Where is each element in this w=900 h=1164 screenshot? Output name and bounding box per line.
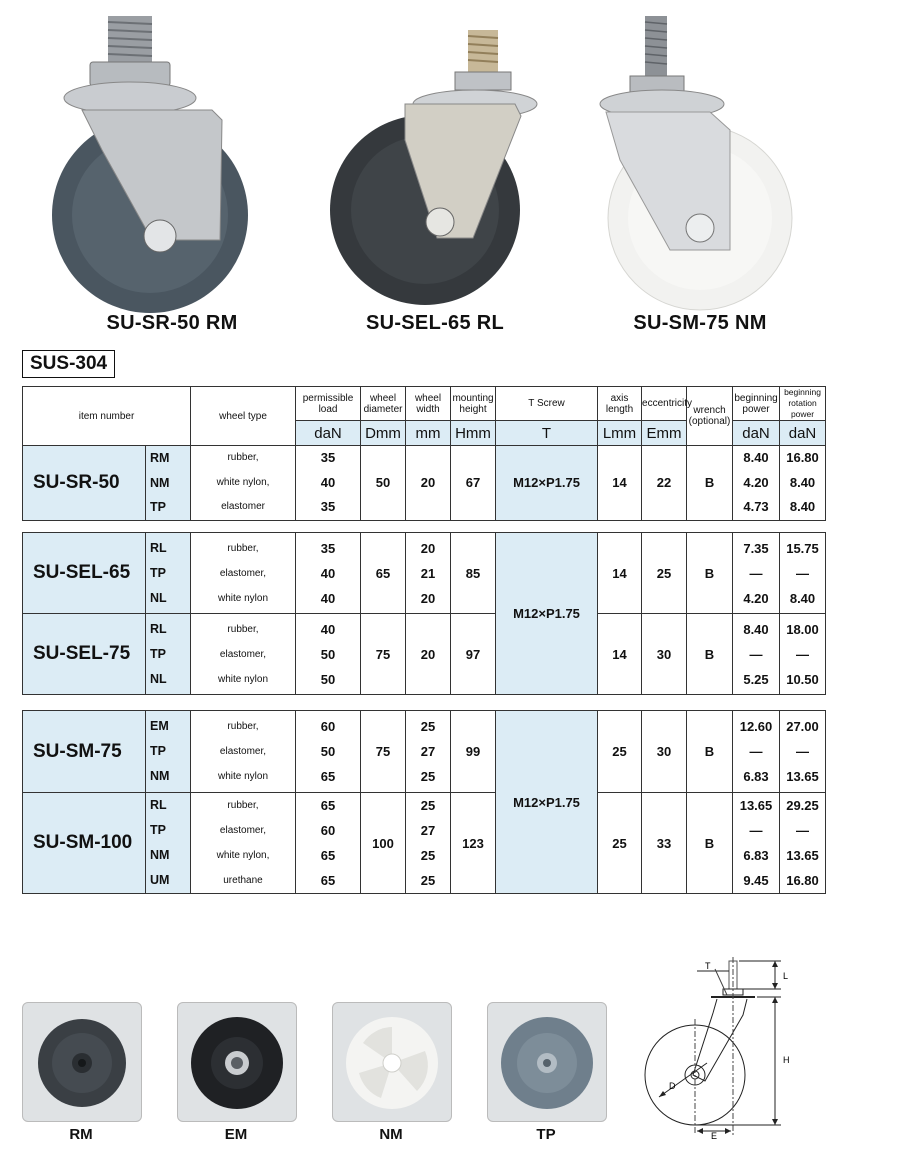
model-name: SU-SEL-75 xyxy=(23,614,146,695)
thumbnail-em xyxy=(177,1002,297,1122)
dim-h-label: H xyxy=(783,1055,790,1065)
product-caption: SU-SEL-65 RL xyxy=(365,312,505,334)
diameter-value: 50 xyxy=(361,446,406,521)
header-eccentricity: eccentricity xyxy=(642,387,687,421)
unit-load: daN xyxy=(296,421,361,446)
product-caption: SU-SR-50 RM xyxy=(106,312,238,334)
wheel-type: white nylon xyxy=(217,673,269,685)
load-value: 40 xyxy=(320,474,336,490)
white-nylon-wheel-icon xyxy=(333,1003,451,1121)
diameter-value: 100 xyxy=(361,793,406,894)
width-value: 20 xyxy=(406,614,451,695)
thumbnail-tp xyxy=(487,1002,607,1122)
thumbnail-nm xyxy=(332,1002,452,1122)
spec-table-su-sm xyxy=(22,710,826,894)
width-value: 25 xyxy=(420,848,436,863)
bpower-value: 12.60 xyxy=(739,719,773,734)
bpower-value: — xyxy=(749,565,763,581)
wrench-value: B xyxy=(687,614,733,695)
wheel-type: urethane xyxy=(223,875,263,886)
wheel-type: rubber, xyxy=(227,721,259,732)
axis-value: 14 xyxy=(598,614,642,695)
header-diameter: wheel diameter xyxy=(361,387,406,421)
bpower-value: 13.65 xyxy=(739,798,773,813)
load-value: 40 xyxy=(320,621,336,637)
wheel-code: UM xyxy=(150,873,170,887)
header-height: mounting height xyxy=(451,387,496,421)
load-value: 35 xyxy=(320,540,336,556)
load-value: 35 xyxy=(320,499,336,514)
bpower-value: 8.40 xyxy=(743,450,769,465)
bpower-value: 6.83 xyxy=(743,848,769,863)
header-wheel-type: wheel type xyxy=(191,387,296,446)
product-caption: SU-SM-75 NM xyxy=(633,312,767,334)
width-value: 20 xyxy=(406,446,451,521)
brot-value: — xyxy=(796,565,809,581)
header-wrench: wrench (optional) xyxy=(687,387,733,446)
bpower-value: — xyxy=(749,823,763,838)
unit-axis: Lmm xyxy=(598,421,642,446)
load-value: 65 xyxy=(320,848,336,863)
wheel-code: NL xyxy=(150,671,167,686)
wheel-code: RL xyxy=(150,621,167,636)
wheel-type: elastomer, xyxy=(219,648,267,660)
bpower-value: 8.40 xyxy=(743,621,769,637)
wheel-code: TP xyxy=(150,744,166,758)
unit-tscrew: T xyxy=(496,421,598,446)
height-value: 85 xyxy=(451,533,496,614)
wheel-type: rubber, xyxy=(227,623,259,635)
width-value: 21 xyxy=(420,565,436,581)
load-value: 50 xyxy=(320,671,336,687)
header-beginning-power: beginning power xyxy=(733,387,780,421)
unit-brot: daN xyxy=(780,421,826,446)
spec-table-su-sel xyxy=(22,532,826,695)
model-name: SU-SEL-65 xyxy=(23,533,146,614)
model-name: SU-SM-100 xyxy=(23,793,146,894)
wheel-code: NM xyxy=(150,769,170,783)
load-value: 40 xyxy=(320,590,336,606)
load-value: 65 xyxy=(320,798,336,813)
brot-value: 8.40 xyxy=(789,474,816,490)
dim-t-label: T xyxy=(705,961,711,971)
bpower-value: 4.20 xyxy=(743,474,769,490)
brot-value: 13.65 xyxy=(786,769,819,784)
width-value: 25 xyxy=(420,798,436,813)
brot-value: 27.00 xyxy=(786,719,819,734)
gray-elastomer-wheel-icon xyxy=(488,1003,606,1121)
axis-value: 14 xyxy=(598,446,642,521)
height-value: 123 xyxy=(451,793,496,894)
wheel-type: elastomer, xyxy=(219,567,267,579)
wheel-type: rubber, xyxy=(227,800,259,811)
dim-l-label: L xyxy=(783,971,789,981)
product-su-sr-50 xyxy=(42,0,302,340)
width-value: 25 xyxy=(420,769,436,784)
thumbnail-label: EM xyxy=(224,1126,248,1143)
wheel-type: rubber, xyxy=(227,542,259,554)
brot-value: 8.40 xyxy=(789,590,816,606)
ecc-value: 22 xyxy=(642,446,687,521)
brot-value: 15.75 xyxy=(786,540,819,556)
axis-value: 14 xyxy=(598,533,642,614)
brot-value: 13.65 xyxy=(786,848,819,863)
load-value: 35 xyxy=(320,450,336,465)
header-beginning-rotation: beginning rotation power xyxy=(780,387,826,421)
caster-photo-icon xyxy=(570,0,830,320)
wheel-type: white nylon xyxy=(217,592,269,604)
wheel-type: white nylon, xyxy=(216,850,270,861)
load-value: 65 xyxy=(320,769,336,784)
width-value: 27 xyxy=(420,744,436,759)
model-name: SU-SM-75 xyxy=(23,711,146,793)
wrench-value: B xyxy=(687,793,733,894)
wheel-code: NM xyxy=(150,475,170,490)
tscrew-value: M12×P1.75 xyxy=(496,446,598,521)
product-su-sm-75 xyxy=(570,0,830,340)
brot-value: — xyxy=(796,744,809,759)
brot-value: 8.40 xyxy=(789,499,816,514)
product-su-sel-65 xyxy=(305,0,565,340)
bpower-value: — xyxy=(749,744,763,759)
width-value: 20 xyxy=(420,590,436,606)
unit-bpower: daN xyxy=(733,421,780,446)
unit-diameter: Dmm xyxy=(361,421,406,446)
model-name: SU-SR-50 xyxy=(23,446,146,521)
thumbnail-label: NM xyxy=(379,1126,403,1143)
material-badge: SUS-304 xyxy=(22,350,115,378)
bpower-value: 5.25 xyxy=(743,671,769,687)
width-value: 20 xyxy=(420,540,436,556)
load-value: 40 xyxy=(320,565,336,581)
ecc-value: 30 xyxy=(642,614,687,695)
dimension-diagram xyxy=(635,955,815,1140)
wheel-code: TP xyxy=(150,646,166,661)
thumbnail-rm xyxy=(22,1002,142,1122)
tscrew-value: M12×P1.75 xyxy=(496,533,598,695)
tscrew-value: M12×P1.75 xyxy=(496,711,598,894)
wheel-code: NM xyxy=(150,848,170,862)
thumbnail-label: TP xyxy=(536,1126,556,1143)
load-value: 50 xyxy=(320,646,336,662)
wheel-code: TP xyxy=(150,823,166,837)
black-elastomer-wheel-icon xyxy=(178,1003,296,1121)
wheel-code: EM xyxy=(150,719,169,733)
bpower-value: — xyxy=(749,646,763,662)
unit-ecc: Emm xyxy=(642,421,687,446)
brot-value: 16.80 xyxy=(786,873,819,888)
diameter-value: 65 xyxy=(361,533,406,614)
header-load: permissible load xyxy=(296,387,361,421)
wheel-type: elastomer, xyxy=(219,825,267,836)
brot-value: 29.25 xyxy=(786,798,819,813)
bpower-value: 7.35 xyxy=(743,540,769,556)
axis-value: 25 xyxy=(598,793,642,894)
caster-photo-icon xyxy=(42,0,302,320)
brot-value: — xyxy=(796,646,809,662)
bpower-value: 9.45 xyxy=(743,873,769,888)
header-axis: axis length xyxy=(598,387,642,421)
bpower-value: 4.73 xyxy=(743,499,769,514)
wheel-type: white nylon xyxy=(217,771,269,782)
wrench-value: B xyxy=(687,533,733,614)
load-value: 60 xyxy=(320,823,336,838)
header-width: wheel width xyxy=(406,387,451,421)
load-value: 50 xyxy=(320,744,336,759)
brot-value: 16.80 xyxy=(786,450,819,465)
dim-d-label: D xyxy=(669,1081,676,1091)
wheel-code: RL xyxy=(150,798,167,812)
wheel-code: RM xyxy=(150,451,170,465)
wheel-type: elastomer, xyxy=(219,746,267,757)
wheel-type: elastomer xyxy=(221,501,265,512)
wheel-code: RL xyxy=(150,540,167,555)
spec-table-su-sr xyxy=(22,386,826,521)
load-value: 65 xyxy=(320,873,336,888)
wheel-code: TP xyxy=(150,500,166,514)
header-tscrew: T Screw xyxy=(496,387,598,421)
brot-value: 10.50 xyxy=(786,671,819,687)
caster-photo-icon xyxy=(305,0,565,320)
unit-width: mm xyxy=(406,421,451,446)
bpower-value: 6.83 xyxy=(743,769,769,784)
unit-height: Hmm xyxy=(451,421,496,446)
ecc-value: 30 xyxy=(642,711,687,793)
brot-value: — xyxy=(796,823,809,838)
wrench-value: B xyxy=(687,711,733,793)
diameter-value: 75 xyxy=(361,711,406,793)
width-value: 25 xyxy=(420,719,436,734)
header-item-number: item number xyxy=(23,387,191,446)
width-value: 27 xyxy=(420,823,436,838)
axis-value: 25 xyxy=(598,711,642,793)
brot-value: 18.00 xyxy=(786,621,819,637)
height-value: 97 xyxy=(451,614,496,695)
width-value: 25 xyxy=(420,873,436,888)
wheel-code: TP xyxy=(150,565,166,580)
load-value: 60 xyxy=(320,719,336,734)
ecc-value: 25 xyxy=(642,533,687,614)
black-rubber-wheel-icon xyxy=(23,1003,141,1121)
dim-e-label: E xyxy=(711,1131,718,1140)
wrench-value: B xyxy=(687,446,733,521)
height-value: 67 xyxy=(451,446,496,521)
ecc-value: 33 xyxy=(642,793,687,894)
thumbnail-label: RM xyxy=(69,1126,93,1143)
height-value: 99 xyxy=(451,711,496,793)
wheel-type: white nylon, xyxy=(216,476,270,488)
diameter-value: 75 xyxy=(361,614,406,695)
wheel-code: NL xyxy=(150,590,167,605)
bpower-value: 4.20 xyxy=(743,590,769,606)
wheel-type: rubber, xyxy=(227,452,259,463)
